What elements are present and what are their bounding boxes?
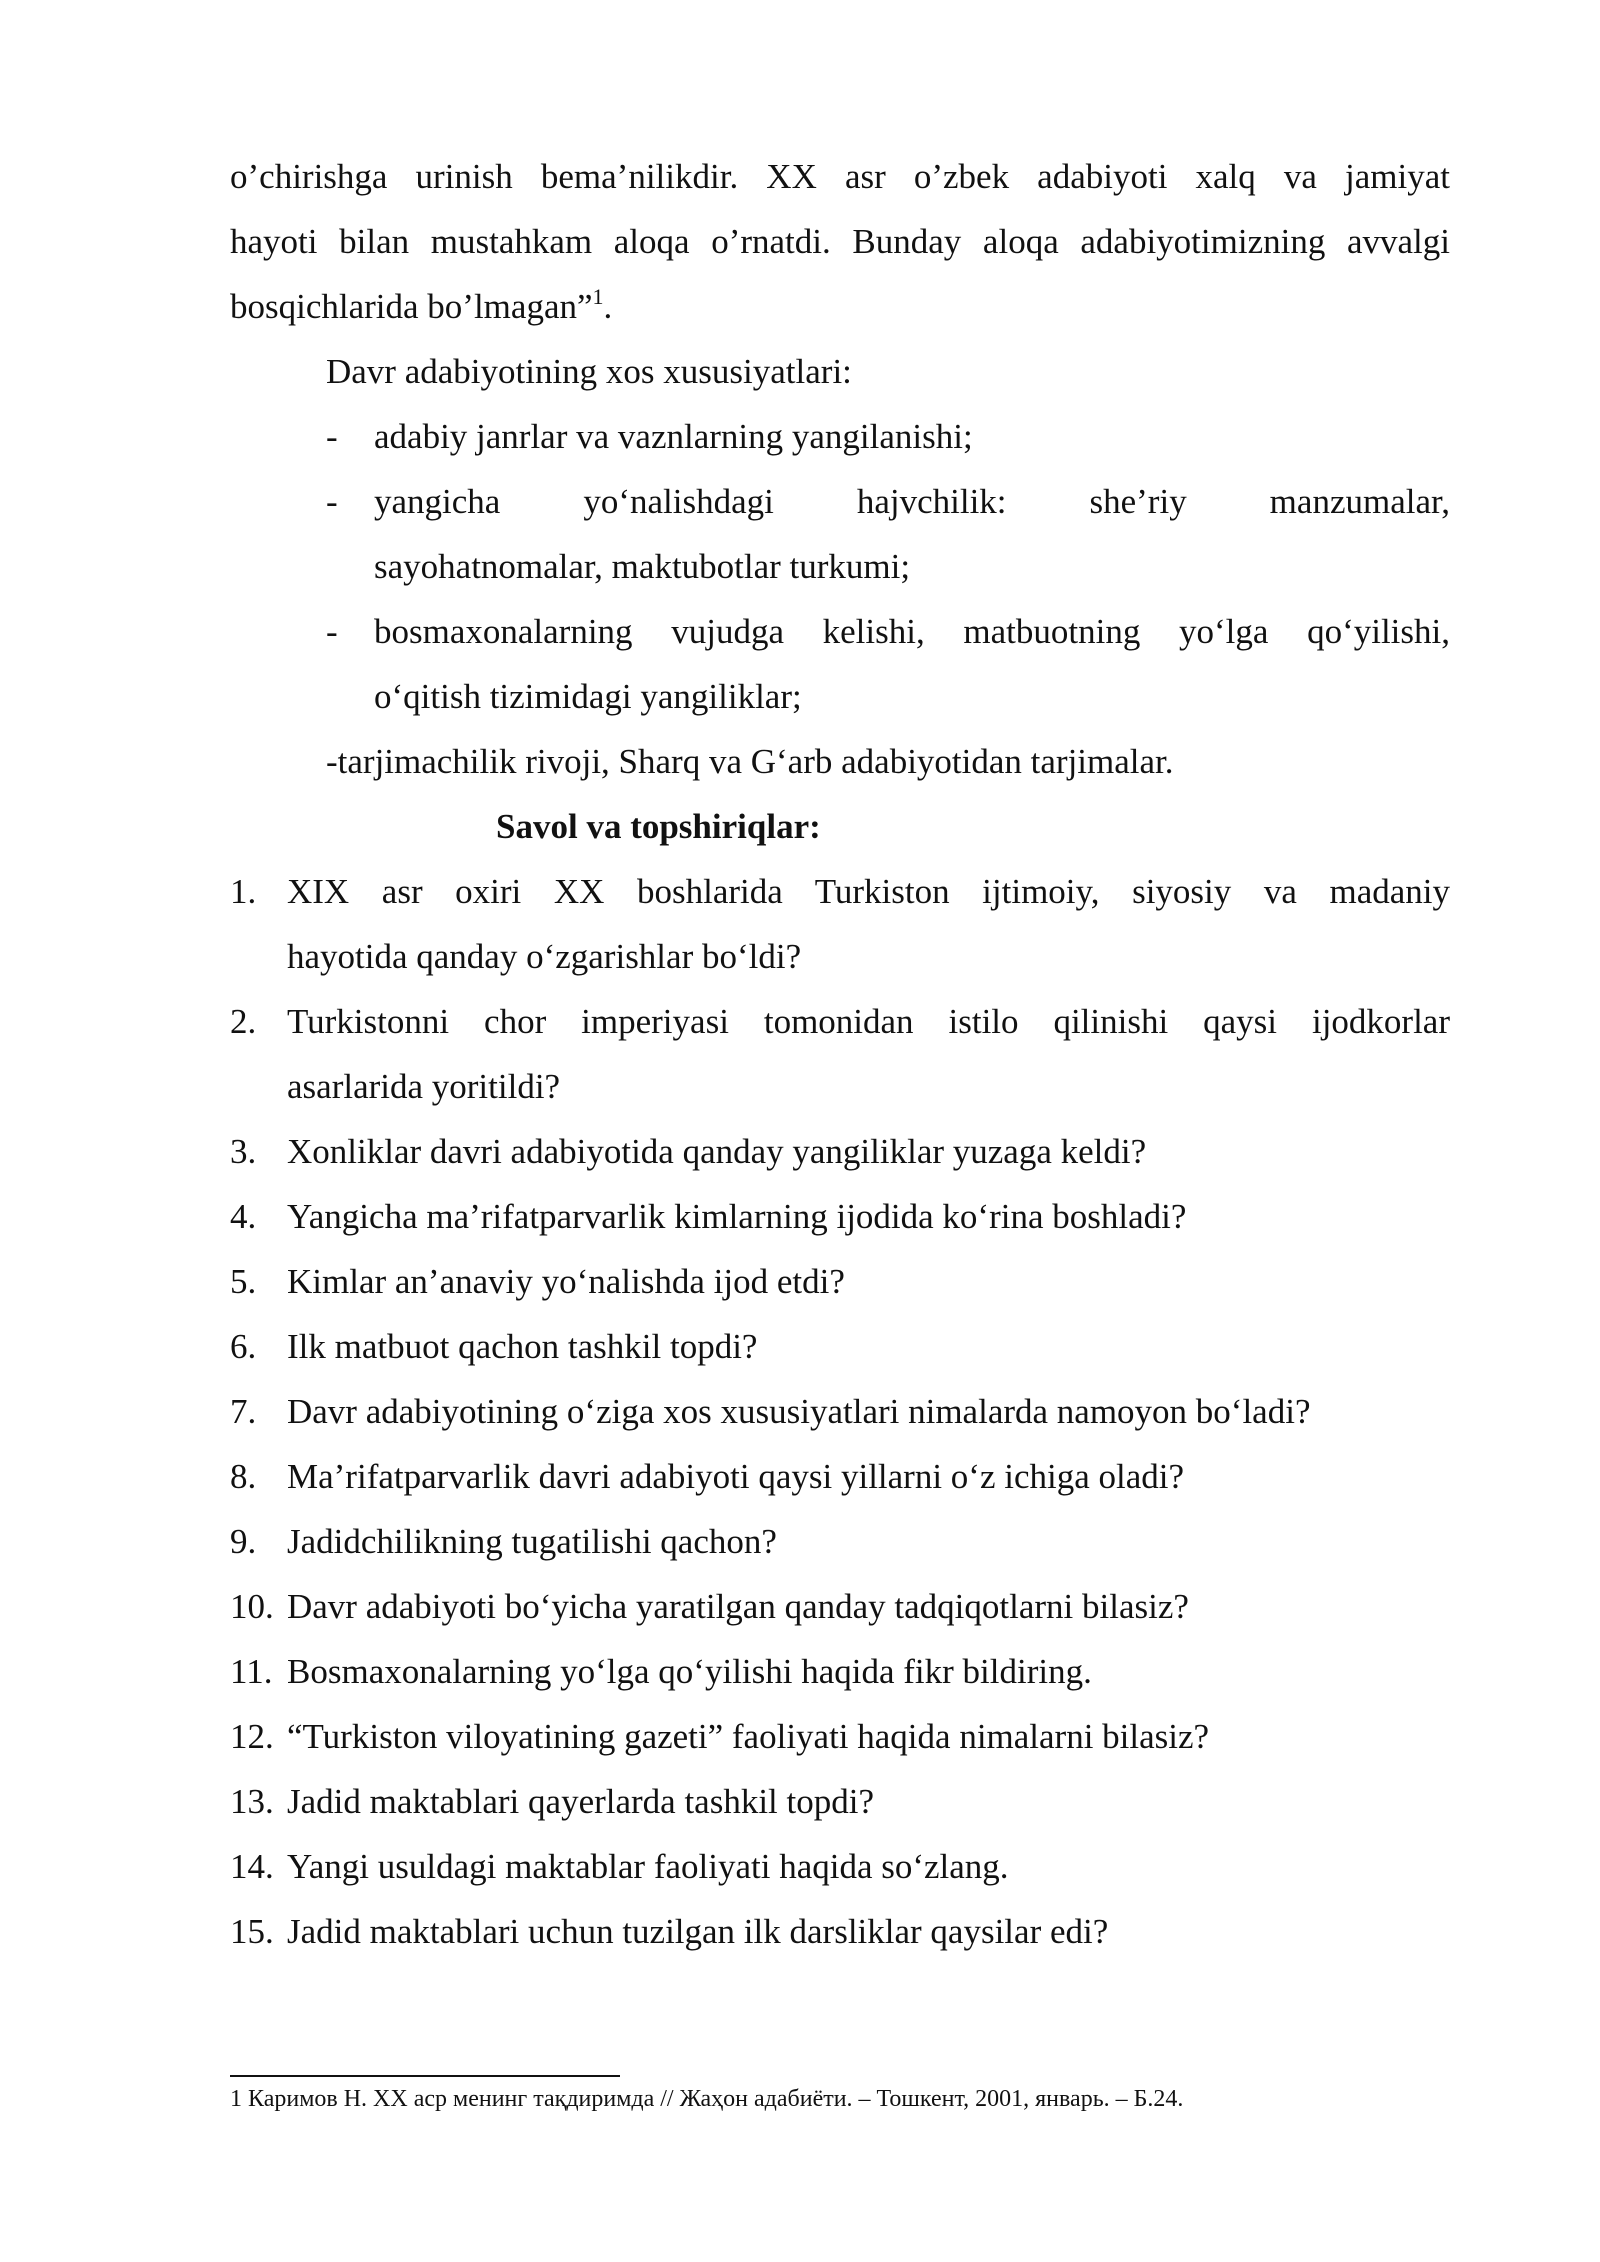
question-item <box>230 1769 1450 1834</box>
question-line: asarlarida yoritildi? <box>287 1067 561 1106</box>
list-item-line: sayohatnomalar, maktubotlar turkumi; <box>374 547 911 586</box>
question-item <box>230 989 1450 1119</box>
question-item <box>230 1509 1450 1574</box>
question-number: 11. <box>230 1652 273 1691</box>
question-number: 2. <box>230 1002 257 1041</box>
question-line: Davr adabiyotining o‘ziga xos xususiyatlari nimalarda namoyon bo‘ladi? <box>287 1392 1311 1431</box>
list-item-line: o‘qitish tizimidagi yangiliklar; <box>374 677 802 716</box>
question-line: Jadid maktablari uchun tuzilgan ilk darsliklar qaysilar edi? <box>287 1912 1109 1951</box>
intro-line-text: bosqichlarida bo’lmagan” <box>230 287 593 326</box>
question-item <box>230 1314 1450 1379</box>
question-line: “Turkiston viloyatining gazeti” faoliyati haqida nimalarni bilasiz? <box>287 1717 1210 1756</box>
question-line: Jadidchilikning tugatilishi qachon? <box>287 1522 777 1561</box>
question-item <box>230 859 1450 989</box>
question-item <box>230 1119 1450 1184</box>
question-item <box>230 1379 1450 1444</box>
question-number: 13. <box>230 1782 274 1821</box>
question-number: 10. <box>230 1587 274 1626</box>
footnote-separator <box>230 2075 620 2077</box>
intro-paragraph <box>230 144 1450 339</box>
dash-bullet: - <box>326 417 338 456</box>
list-item <box>326 469 1450 599</box>
list-item-line: yangicha yo‘nalishdagi hajvchilik: she’riy manzumalar, <box>374 482 1450 521</box>
features-title: Davr adabiyotining xos xususiyatlari: <box>326 352 852 391</box>
list-item-line: bosmaxonalarning vujudga kelishi, matbuotning yo‘lga qo‘yilishi, <box>374 612 1450 651</box>
footnote-text: 1 Каримов Н. XX аср менинг тақдиримда // Жаҳон адабиёти. – Тошкент, 2001, январь. – Б.24. <box>230 2086 1184 2112</box>
list-item-line: adabiy janrlar va vaznlarning yangilanishi; <box>374 417 973 456</box>
question-item <box>230 1639 1450 1704</box>
list-item <box>326 404 1450 469</box>
question-item <box>230 1249 1450 1314</box>
question-line: Turkistonni chor imperiyasi tomonidan istilo qilinishi qaysi ijodkorlar <box>287 1002 1450 1041</box>
question-number: 3. <box>230 1132 257 1171</box>
question-item <box>230 1184 1450 1249</box>
question-number: 1. <box>230 872 257 911</box>
question-line: Ilk matbuot qachon tashkil topdi? <box>287 1327 758 1366</box>
list-item <box>326 599 1450 729</box>
question-number: 9. <box>230 1522 257 1561</box>
intro-line: hayoti bilan mustahkam aloqa o’rnatdi. Bunday aloqa adabiyotimizning avvalgi <box>230 222 1450 261</box>
question-number: 12. <box>230 1717 274 1756</box>
question-item <box>230 1834 1450 1899</box>
dash-bullet: - <box>326 482 338 521</box>
question-number: 14. <box>230 1847 274 1886</box>
intro-end-mark: . <box>603 287 613 326</box>
features-last-item: -tarjimachilik rivoji, Sharq va G‘arb adabiyotidan tarjimalar. <box>326 742 1174 781</box>
question-number: 5. <box>230 1262 257 1301</box>
questions-list <box>230 859 1450 1964</box>
question-item <box>230 1704 1450 1769</box>
question-item <box>230 1574 1450 1639</box>
question-number: 4. <box>230 1197 257 1236</box>
footnote-reference[interactable]: 1 <box>592 284 604 309</box>
question-line: XIX asr oxiri XX boshlarida Turkiston ijtimoiy, siyosiy va madaniy <box>287 872 1450 911</box>
question-line: Davr adabiyoti bo‘yicha yaratilgan qanday tadqiqotlarni bilasiz? <box>287 1587 1189 1626</box>
intro-line-last <box>230 274 1450 339</box>
question-line: Yangi usuldagi maktablar faoliyati haqida so‘zlang. <box>287 1847 1009 1886</box>
question-line: Xonliklar davri adabiyotida qanday yangiliklar yuzaga keldi? <box>287 1132 1147 1171</box>
question-item <box>230 1444 1450 1509</box>
question-line: Ma’rifatparvarlik davri adabiyoti qaysi yillarni o‘z ichiga oladi? <box>287 1457 1185 1496</box>
question-item <box>230 1899 1450 1964</box>
question-number: 6. <box>230 1327 257 1366</box>
section-heading: Savol va topshiriqlar: <box>496 807 821 846</box>
question-line: hayotida qanday o‘zgarishlar bo‘ldi? <box>287 937 802 976</box>
dash-bullet: - <box>326 612 338 651</box>
question-line: Yangicha ma’rifatparvarlik kimlarning ijodida ko‘rina boshladi? <box>287 1197 1187 1236</box>
intro-line: o’chirishga urinish bema’nilikdir. XX asr o’zbek adabiyoti xalq va jamiyat <box>230 157 1450 196</box>
question-number: 7. <box>230 1392 257 1431</box>
question-number: 8. <box>230 1457 257 1496</box>
question-line: Jadid maktablari qayerlarda tashkil topdi? <box>287 1782 875 1821</box>
features-list <box>326 404 1450 729</box>
question-line: Kimlar an’anaviy yo‘nalishda ijod etdi? <box>287 1262 845 1301</box>
question-number: 15. <box>230 1912 274 1951</box>
question-line: Bosmaxonalarning yo‘lga qo‘yilishi haqida fikr bildiring. <box>287 1652 1092 1691</box>
